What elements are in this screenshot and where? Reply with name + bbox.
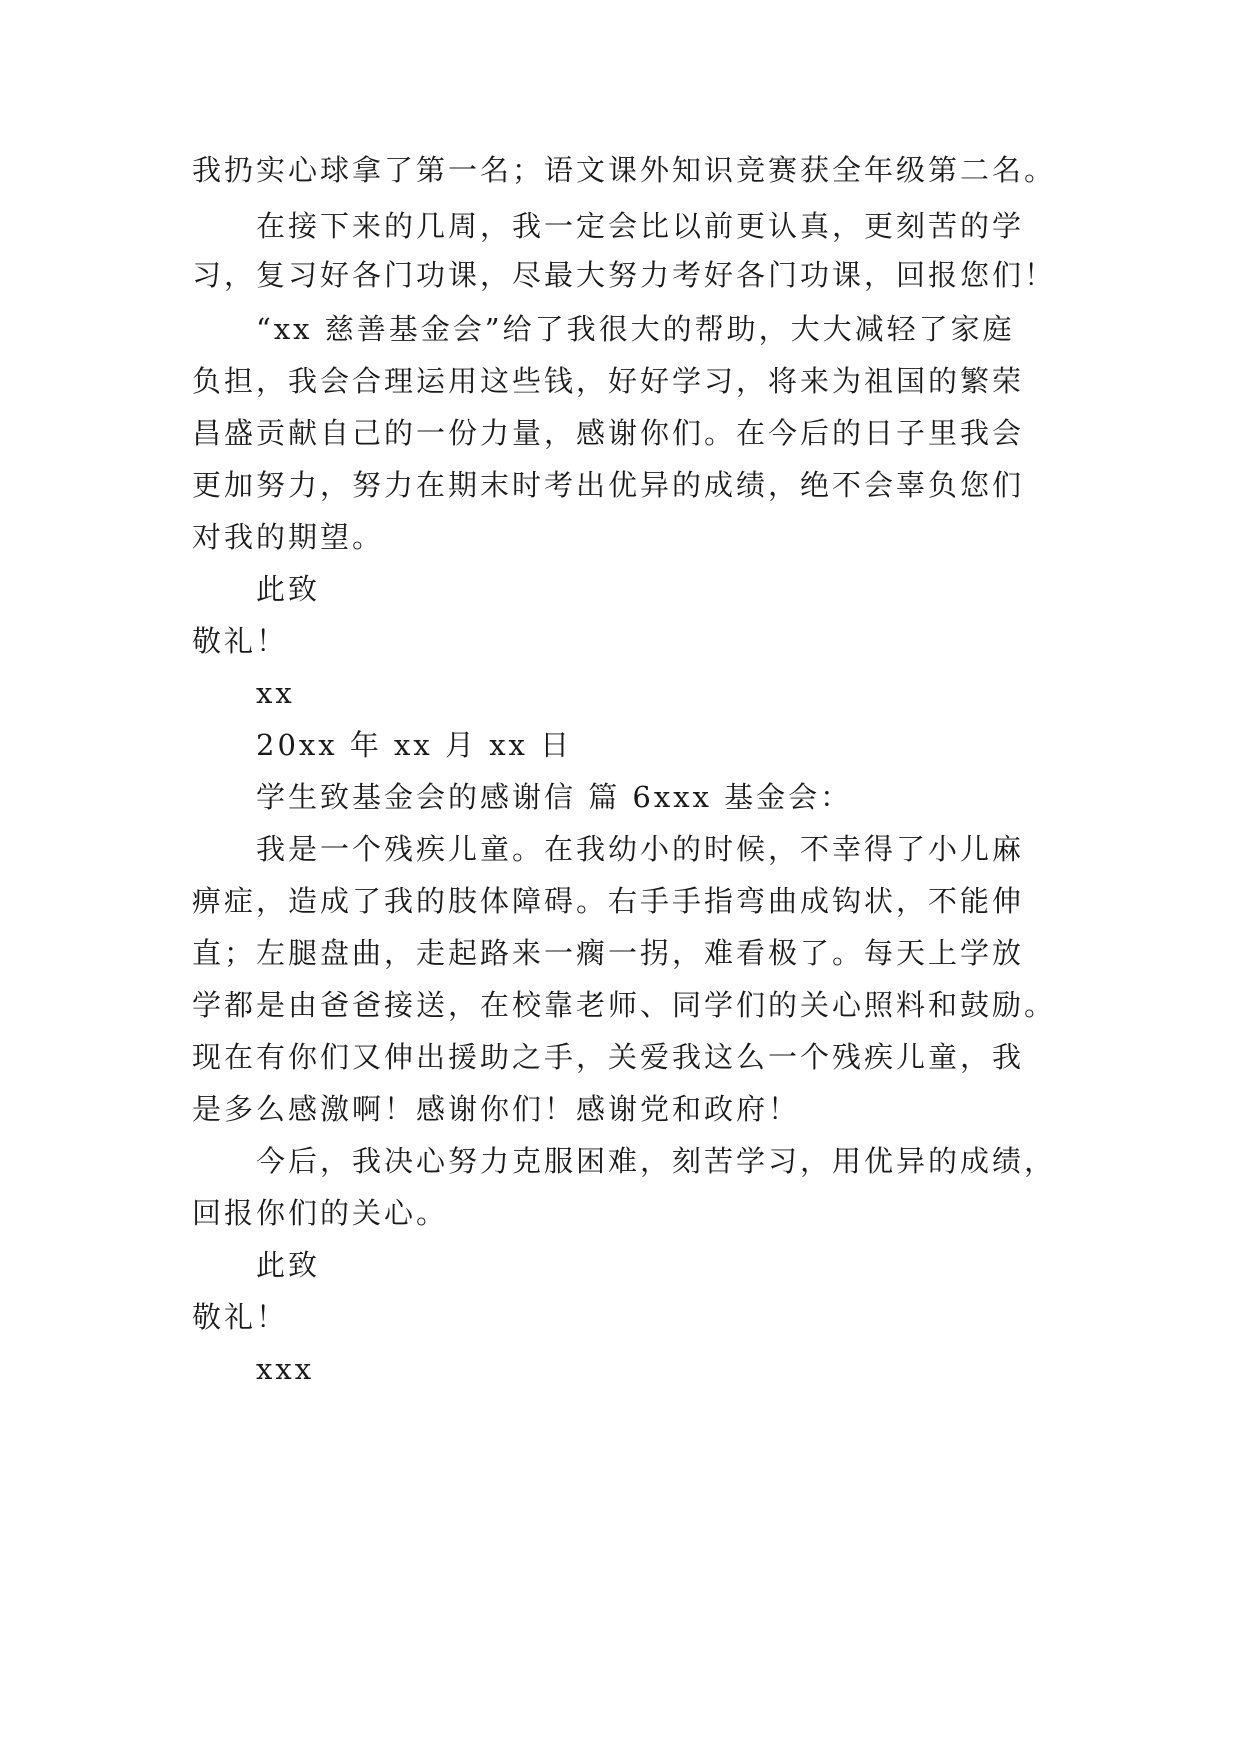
closing-regards-2: 敬礼！ <box>192 1300 289 1334</box>
text-line-19: 是多么感激啊！感谢你们！感谢党和政府！ <box>192 1092 801 1126</box>
signature-date: 20xx 年 xx 月 xx 日 <box>256 728 573 762</box>
text-line-6: 昌盛贡献自己的一份力量，感谢你们。在今后的日子里我会 <box>192 416 1025 450</box>
closing-salutation-2: 此致 <box>256 1248 321 1282</box>
text-line-4: “xx 慈善基金会”给了我很大的帮助，大大减轻了家庭 <box>256 312 1015 346</box>
text-line-17: 学都是由爸爸接送，在校靠老师、同学们的关心照料和鼓励。 <box>192 988 1057 1022</box>
signature-name: xx <box>256 676 295 710</box>
text-line-21: 回报你们的关心。 <box>192 1196 449 1230</box>
text-line-18: 现在有你们又伸出援助之手，关爱我这么一个残疾儿童，我 <box>192 1040 1025 1074</box>
closing-regards: 敬礼！ <box>192 624 289 658</box>
section-heading: 学生致基金会的感谢信 篇 6xxx 基金会： <box>256 780 853 814</box>
text-line-3: 习，复习好各门功课，尽最大努力考好各门功课，回报您们！ <box>192 258 1057 292</box>
text-line-15: 痹症，造成了我的肢体障碍。右手手指弯曲成钩状，不能伸 <box>192 884 1025 918</box>
text-line-20: 今后，我决心努力克服困难，刻苦学习，用优异的成绩， <box>256 1144 1057 1178</box>
text-line-8: 对我的期望。 <box>192 520 385 554</box>
closing-salutation: 此致 <box>256 572 321 606</box>
signature-name-2: xxx <box>256 1352 315 1386</box>
text-line-7: 更加努力，努力在期末时考出优异的成绩，绝不会辜负您们 <box>192 468 1025 502</box>
text-line-16: 直；左腿盘曲，走起路来一瘸一拐，难看极了。每天上学放 <box>192 936 1025 970</box>
text-line-1: 我扔实心球拿了第一名；语文课外知识竞赛获全年级第二名。 <box>192 153 1057 187</box>
text-line-5: 负担，我会合理运用这些钱，好好学习，将来为祖国的繁荣 <box>192 364 1025 398</box>
text-line-2: 在接下来的几周，我一定会比以前更认真，更刻苦的学 <box>256 209 1025 243</box>
text-line-14: 我是一个残疾儿童。在我幼小的时候，不幸得了小儿麻 <box>256 832 1025 866</box>
